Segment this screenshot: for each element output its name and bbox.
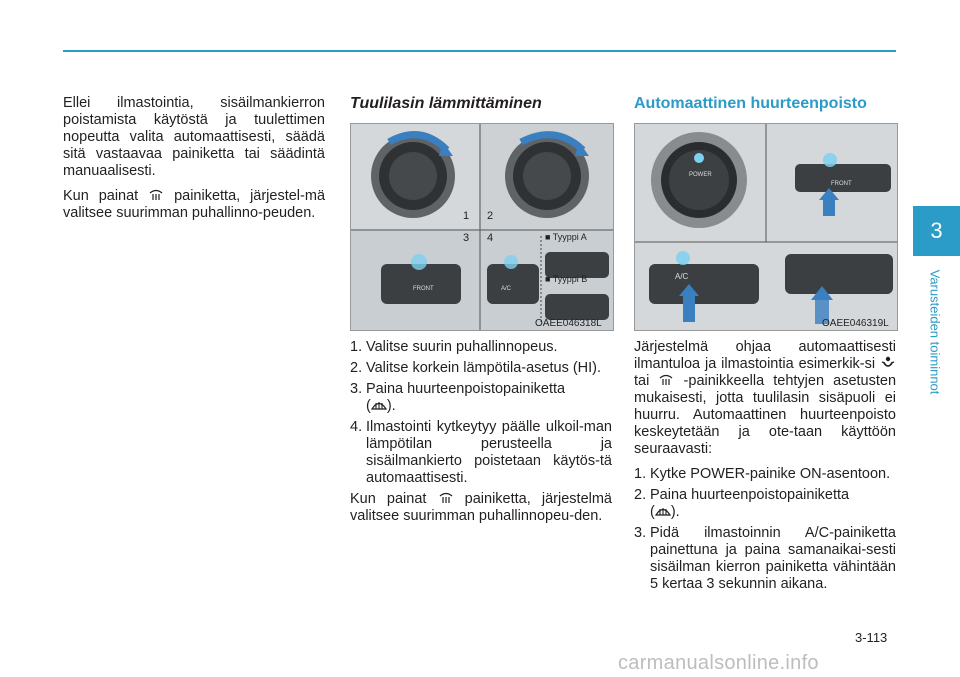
chapter-tab	[913, 206, 960, 256]
figure-code-2: OAEE046319L	[822, 318, 889, 329]
left-p2-end: painiketta, järjestel-mä valitsee suurimman puhallinno-peuden.	[63, 188, 326, 221]
left-paragraph-2	[63, 188, 325, 222]
step-1: 1. Valitse suurin puhallinnopeus.	[350, 339, 558, 355]
figure-type-a: ■ Tyyppi A	[545, 232, 587, 242]
section-heading-auto-defog: Automaattinen huurteenpoisto	[634, 95, 867, 112]
defrost-icon	[438, 491, 454, 505]
chapter-number: 3	[930, 218, 943, 243]
figure-type-b: ■ Tyyppi B	[545, 274, 588, 284]
chapter-title-vertical	[915, 262, 955, 402]
defrost-front-icon	[655, 504, 671, 518]
middle-after-paragraph: Kun painat painiketta, järjestelmä valitsee suurimman puhallinnopeu-den.	[350, 491, 612, 524]
figure-ac-label: A/C	[675, 272, 689, 281]
figure-windshield-heating	[350, 123, 614, 331]
figure-label-2: 2	[487, 210, 494, 222]
right-column	[634, 95, 896, 112]
auto-mode-icon	[880, 356, 896, 370]
left-p2-start: Kun painat	[63, 188, 139, 204]
figure-power-label: POWER	[689, 172, 712, 178]
figure-label-1: 1	[463, 210, 470, 222]
right-intro: Järjestelmä ohjaa automaattisesti ilmantuloa ja ilmastointia esimerkik-si tai -painikkeella tehtyjen asetusten mukaisesti, jotta tuulilasin sisäpuoli ei huurru. Automaattinen huurteenpoisto keskeytetään ja ote-taan käyttöön seuraavasti:	[634, 339, 897, 457]
step-4: 4. Ilmastointi kytkeytyy päälle ulkoil-man lämpötilan perusteella ja sisäilmankierto poistetaan käytös-tä automaattisesti.	[350, 419, 612, 486]
defrost-front-icon	[371, 398, 387, 412]
defrost-icon	[658, 373, 674, 387]
step-3: 3. Paina huurteenpoistopainiketta ( ).	[350, 381, 566, 414]
figure-ac-label: A/C	[501, 286, 512, 292]
figure-label-3: 3	[463, 232, 470, 244]
left-column	[63, 95, 325, 230]
figure-illustration	[635, 124, 897, 330]
step-2: 2. Valitse korkein lämpötila-asetus (HI).	[350, 360, 602, 376]
middle-steps	[350, 339, 612, 533]
figure-auto-defog	[634, 123, 898, 331]
middle-column	[350, 95, 612, 112]
figure-front-label: FRONT	[831, 181, 852, 187]
page-number: 3-113	[855, 630, 888, 645]
section-heading-windshield-heating: Tuulilasin lämmittäminen	[350, 95, 542, 112]
figure-label-4: 4	[487, 232, 494, 244]
right-step-3: 3. Pidä ilmastoinnin A/C-painiketta painettuna ja paina samanaikai-sesti sisäilman kierron painiketta vähintään 5 kertaa 3 sekunnin aikana.	[634, 525, 896, 592]
right-step-2: 2. Paina huurteenpoistopainiketta ( ).	[634, 487, 850, 520]
figure-code-1: OAEE046318L	[535, 318, 602, 329]
right-step-1: 1. Kytke POWER-painike ON-asentoon.	[634, 466, 891, 482]
figure-front-label: FRONT	[413, 286, 434, 292]
chapter-title: Varusteiden toiminnot	[927, 269, 943, 395]
right-text	[634, 339, 896, 597]
figure-illustration	[351, 124, 613, 330]
watermark: carmanualsonline.info	[618, 652, 819, 674]
left-paragraph-1: Ellei ilmastointia, sisäilmankierron poistamista käytöstä ja tuulettimen nopeutta valita automaattisesti, säädä sitä vastaavaa painiketta tai säädintä manuaalisesti.	[63, 95, 325, 179]
defrost-icon	[148, 188, 164, 202]
header-rule	[63, 50, 896, 52]
